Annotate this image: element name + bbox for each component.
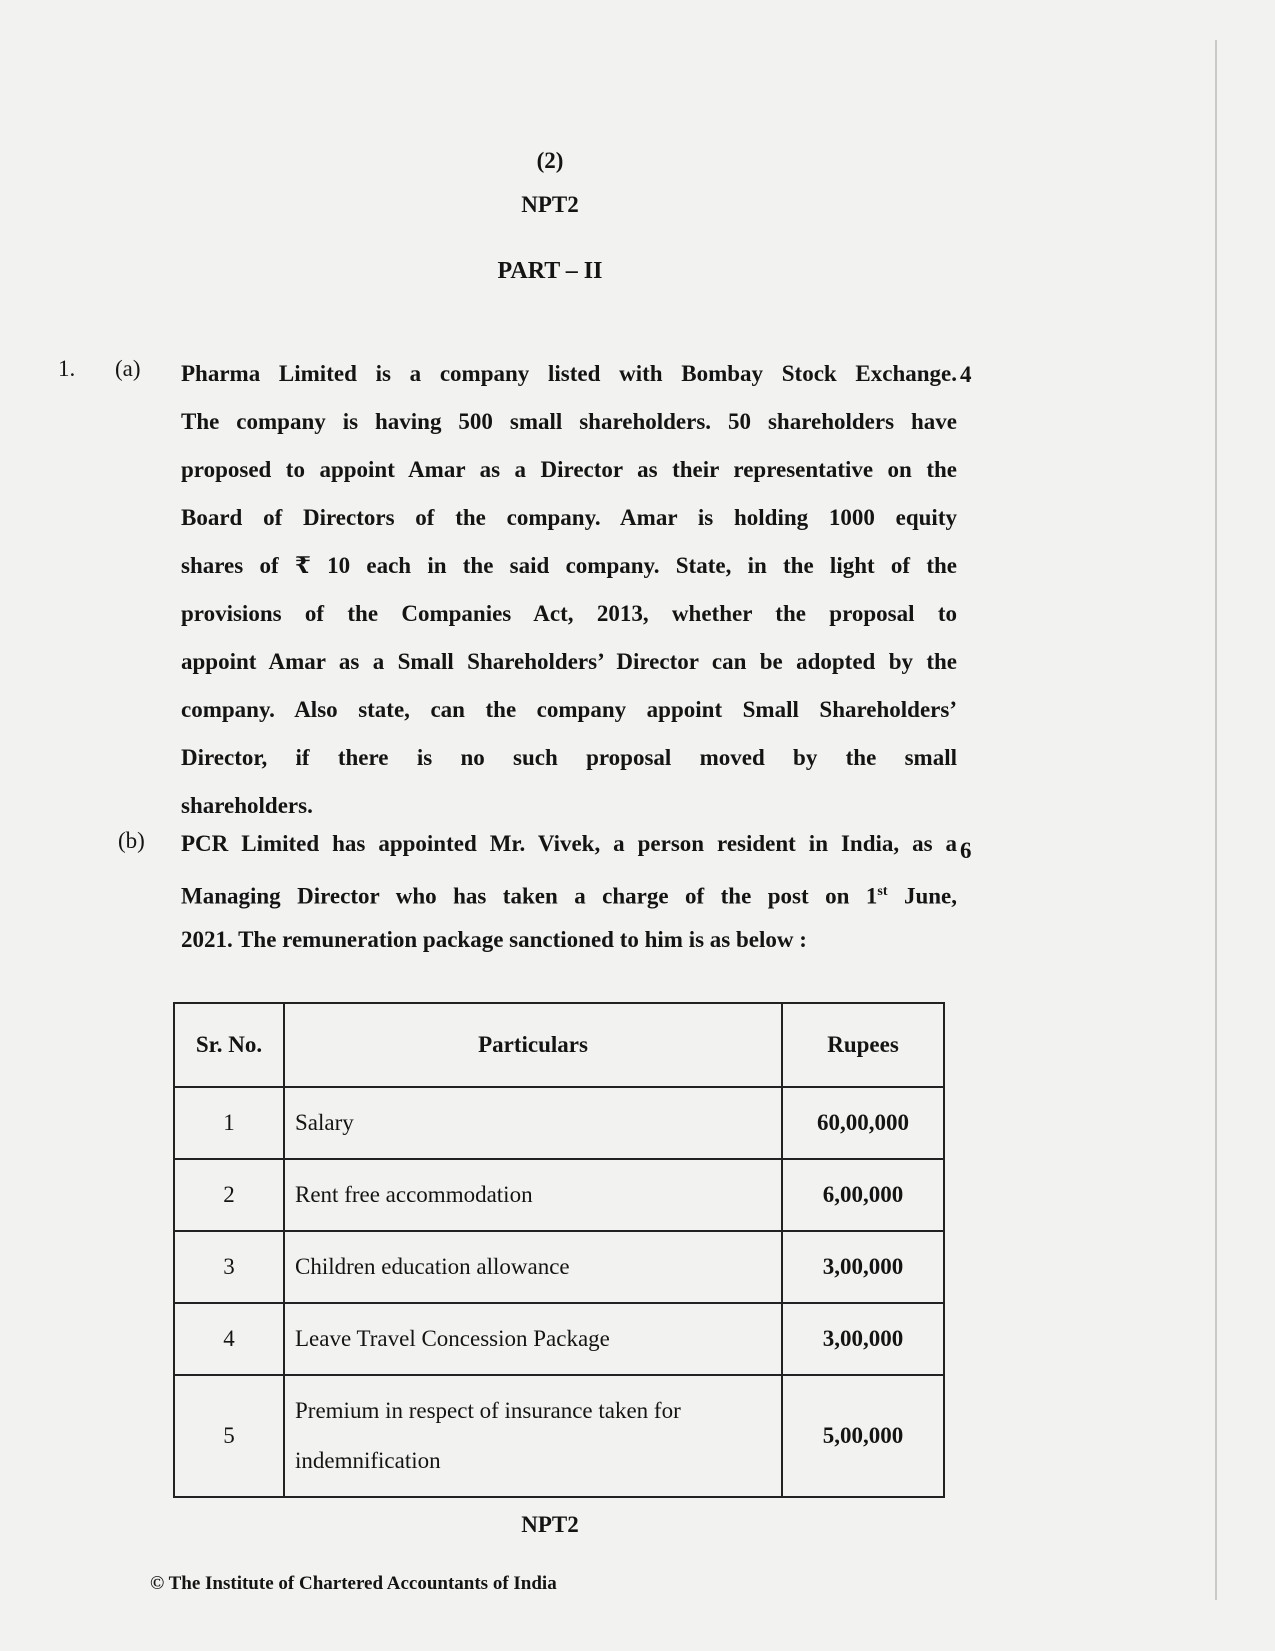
page-number: (2) — [536, 148, 564, 173]
question-b-line: 2021. The remuneration package sanctioned to him is as below : — [181, 927, 807, 952]
question-a-line: shareholders. — [181, 793, 313, 818]
sr-no-cell: 1 — [174, 1087, 284, 1159]
question-b-line — [181, 868, 957, 916]
sr-no-cell: 5 — [174, 1375, 284, 1497]
part-title: PART – II — [497, 258, 603, 284]
question-a-line: provisions of the Companies Act, 2013, whether the proposal to — [181, 601, 957, 626]
copyright-notice: © The Institute of Chartered Accountants of India — [150, 1573, 557, 1594]
table-header-rupees: Rupees — [782, 1003, 944, 1087]
question-a-line: The company is having 500 small shareholders. 50 shareholders have — [181, 409, 957, 434]
table-header-sr: Sr. No. — [174, 1003, 284, 1087]
particular-cell: Premium in respect of insurance taken for indemnification — [284, 1375, 782, 1497]
question-b-text — [181, 820, 957, 964]
remuneration-table — [173, 1002, 945, 1498]
paper-code: NPT2 — [521, 192, 579, 217]
table-row — [174, 1231, 944, 1303]
table-row — [174, 1375, 944, 1497]
subquestion-a-label: (a) — [115, 356, 141, 381]
question-a-line: company. Also state, can the company appoint Small Shareholders’ — [181, 697, 957, 722]
question-a-line: proposed to appoint Amar as a Director as their representative on the — [181, 457, 957, 482]
rupees-cell: 3,00,000 — [782, 1231, 944, 1303]
page-footer-code: NPT2 — [521, 1512, 579, 1537]
rupees-cell: 3,00,000 — [782, 1303, 944, 1375]
subquestion-b-label: (b) — [118, 828, 145, 853]
question-number: 1. — [58, 356, 76, 381]
particular-cell: Leave Travel Concession Package — [284, 1303, 782, 1375]
marks-a: 4 — [960, 362, 972, 387]
question-b-line: PCR Limited has appointed Mr. Vivek, a person resident in India, as a — [181, 831, 957, 856]
page-edge-shadow — [1215, 40, 1217, 1600]
particular-cell: Rent free accommodation — [284, 1159, 782, 1231]
table-header-row — [174, 1003, 944, 1087]
sr-no-cell: 4 — [174, 1303, 284, 1375]
table-row — [174, 1303, 944, 1375]
sr-no-cell: 3 — [174, 1231, 284, 1303]
question-a-line: appoint Amar as a Small Shareholders’ Director can be adopted by the — [181, 649, 957, 674]
question-a-line: Pharma Limited is a company listed with Bombay Stock Exchange. — [181, 361, 957, 386]
rupees-cell: 5,00,000 — [782, 1375, 944, 1497]
table-row — [174, 1159, 944, 1231]
ordinal-suffix: st — [877, 884, 888, 899]
question-b-line2-text: Managing Director who has taken a charge of the post on 1 — [181, 883, 878, 909]
particular-cell: Children education allowance — [284, 1231, 782, 1303]
question-a-line: shares of ₹ 10 each in the said company. State, in the light of the — [181, 553, 957, 578]
table-header-particulars: Particulars — [284, 1003, 782, 1087]
particular-cell: Salary — [284, 1087, 782, 1159]
rupees-cell: 60,00,000 — [782, 1087, 944, 1159]
question-a-line: Board of Directors of the company. Amar is holding 1000 equity — [181, 505, 957, 530]
marks-b: 6 — [960, 838, 972, 863]
question-a-line: Director, if there is no such proposal moved by the small — [181, 745, 957, 770]
rupees-cell: 6,00,000 — [782, 1159, 944, 1231]
question-a-text — [181, 350, 957, 830]
question-b-line2-end: June, — [887, 883, 957, 909]
table-row — [174, 1087, 944, 1159]
sr-no-cell: 2 — [174, 1159, 284, 1231]
